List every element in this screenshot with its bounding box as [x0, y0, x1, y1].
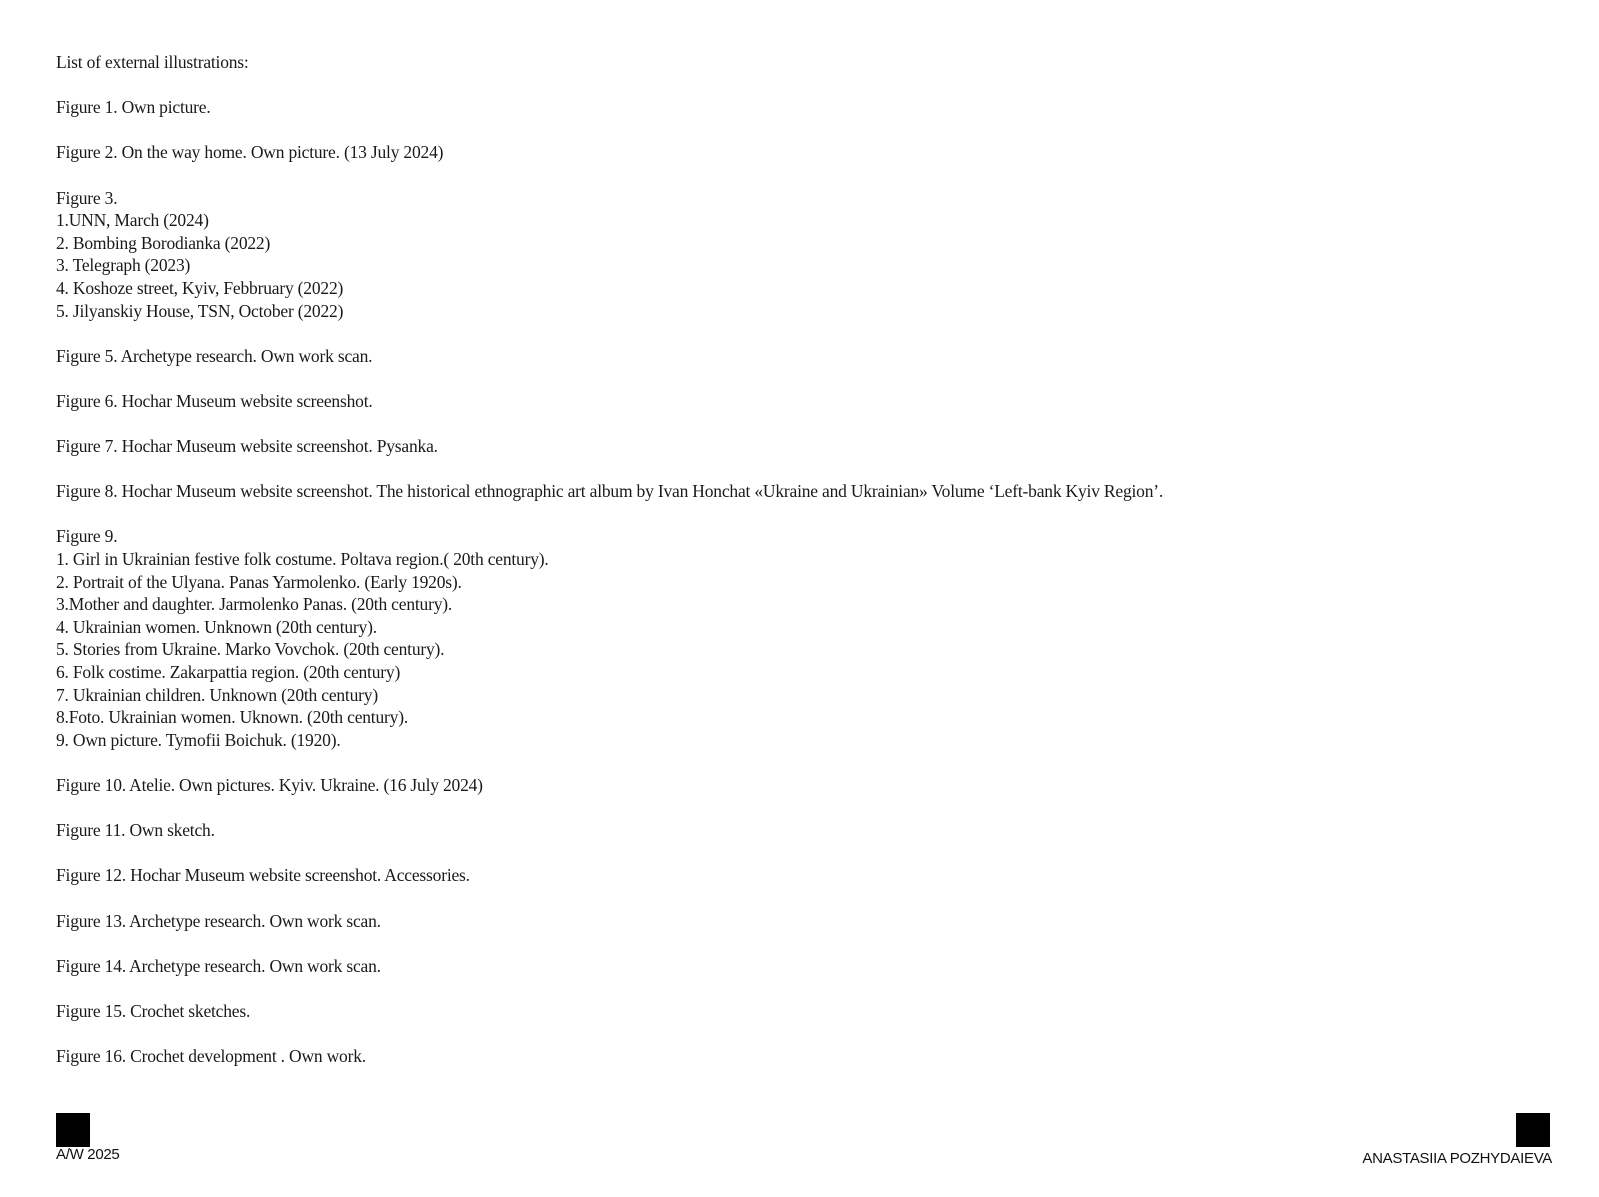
footer-left-square [56, 1113, 90, 1147]
figure-entry-subline: 9. Own picture. Tymofii Boichuk. (1920). [56, 729, 341, 750]
figure-entry-heading: Figure 6. Hochar Museum website screenshot. [56, 390, 373, 411]
figure-entry-subline: 3.Mother and daughter. Jarmolenko Panas. (20th century). [56, 594, 453, 615]
entry-spacer [56, 164, 1536, 187]
entry-spacer [56, 458, 1536, 481]
figure-entry [56, 141, 1536, 164]
footer-right-square [1516, 1113, 1550, 1147]
figure-entry [56, 345, 1536, 368]
figure-entry-subline: 2. Bombing Borodianka (2022) [56, 232, 271, 253]
figure-entry-heading: Figure 3. [56, 187, 118, 208]
figure-entry-subline: 3. Telegraph (2023) [56, 255, 191, 276]
figure-entry-subline: 2. Portrait of the Ulyana. Panas Yarmolenko. (Early 1920s). [56, 571, 462, 592]
figure-entry-subline: 4. Ukrainian women. Unknown (20th century). [56, 616, 377, 637]
figure-entry-heading: Figure 2. On the way home. Own picture. (13 July 2024) [56, 142, 444, 163]
figure-entry [56, 1000, 1536, 1023]
figure-entry [56, 525, 1536, 751]
entry-spacer [56, 887, 1536, 910]
figure-entry-subline: 4. Koshoze street, Kyiv, Febbruary (2022) [56, 277, 344, 298]
figure-entry-subline: 5. Jilyanskiy House, TSN, October (2022) [56, 300, 344, 321]
figure-entry-heading: Figure 16. Crochet development . Own work. [56, 1046, 366, 1067]
figure-entry [56, 864, 1536, 887]
figure-entry [56, 955, 1536, 978]
figure-entry-subline: 5. Stories from Ukraine. Marko Vovchok. (20th century). [56, 639, 445, 660]
figure-entry [56, 819, 1536, 842]
figure-entry-heading: Figure 13. Archetype research. Own work scan. [56, 910, 381, 931]
entry-spacer [56, 367, 1536, 390]
figure-entry [56, 390, 1536, 413]
figure-entry [56, 1045, 1536, 1068]
figure-entry-subline: 1. Girl in Ukrainian festive folk costume. Poltava region.( 20th century). [56, 549, 549, 570]
entry-spacer [56, 932, 1536, 955]
illustrations-list [56, 51, 1536, 1068]
entry-spacer [56, 322, 1536, 345]
entry-spacer [56, 1023, 1536, 1046]
footer-author-name: ANASTASIIA POZHYDAIEVA [1362, 1150, 1552, 1167]
figure-entry [56, 435, 1536, 458]
figure-entry-heading: Figure 12. Hochar Museum website screenshot. Accessories. [56, 865, 470, 886]
figure-entry-heading: Figure 15. Crochet sketches. [56, 1000, 251, 1021]
figure-entry-heading: Figure 14. Archetype research. Own work scan. [56, 955, 381, 976]
figure-entry [56, 774, 1536, 797]
entry-spacer [56, 74, 1536, 97]
figure-entry-heading: Figure 9. [56, 526, 118, 547]
footer-season-label: A/W 2025 [56, 1146, 120, 1163]
figure-entry-heading: Figure 8. Hochar Museum website screenshot. The historical ethnographic art album by Ivan Honchat «Ukraine and Ukrainian» Volume ‘Left-bank Kyiv Region’. [56, 481, 1164, 502]
figure-entry [56, 480, 1536, 503]
figure-entry-subline: 1.UNN, March (2024) [56, 210, 209, 231]
entries-container [56, 74, 1536, 1068]
figure-entry-heading: Figure 5. Archetype research. Own work scan. [56, 345, 373, 366]
entry-spacer [56, 842, 1536, 865]
figure-entry-subline: 6. Folk costime. Zakarpattia region. (20th century) [56, 662, 401, 683]
entry-spacer [56, 751, 1536, 774]
entry-spacer [56, 503, 1536, 526]
figure-entry-heading: Figure 11. Own sketch. [56, 820, 215, 841]
entry-spacer [56, 119, 1536, 142]
figure-entry-subline: 7. Ukrainian children. Unknown (20th century) [56, 684, 378, 705]
figure-entry [56, 910, 1536, 933]
entry-spacer [56, 413, 1536, 436]
figure-entry-heading: Figure 10. Atelie. Own pictures. Kyiv. Ukraine. (16 July 2024) [56, 775, 483, 795]
list-title: List of external illustrations: [56, 52, 249, 72]
figure-entry [56, 187, 1536, 323]
figure-entry-subline: 8.Foto. Ukrainian women. Uknown. (20th century). [56, 707, 409, 728]
entry-spacer [56, 797, 1536, 820]
figure-entry [56, 96, 1536, 119]
figure-entry-heading: Figure 7. Hochar Museum website screenshot. Pysanka. [56, 436, 438, 457]
figure-entry-heading: Figure 1. Own picture. [56, 97, 211, 118]
entry-spacer [56, 977, 1536, 1000]
